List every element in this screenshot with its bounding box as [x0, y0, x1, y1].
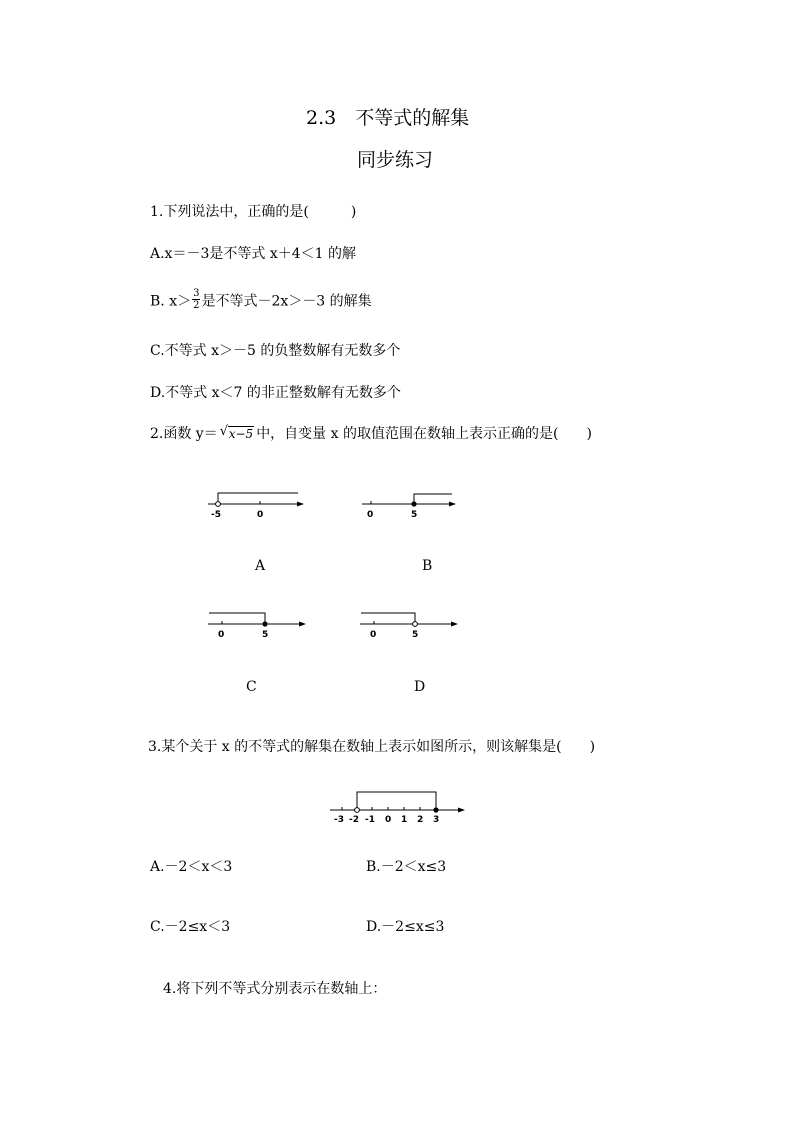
square-root	[220, 425, 254, 443]
number-line-q3	[328, 788, 468, 824]
tick-label: -5	[211, 510, 221, 520]
tick-label: 0	[257, 510, 264, 520]
page-subtitle: 同步练习	[357, 149, 434, 171]
q1-option-b	[150, 290, 372, 313]
radical-sign-icon: √	[219, 424, 229, 439]
q3-option-b: B.－2＜x≤3	[366, 859, 447, 875]
fraction	[192, 288, 200, 311]
tick-label: 0	[385, 815, 392, 825]
q2-stem-suffix: 中，自变量 x 的取值范围在数轴上表示正确的是( )	[256, 426, 592, 442]
tick-label: 5	[411, 510, 418, 520]
page-title: 2.3 不等式的解集	[306, 107, 470, 129]
q3-option-d: D.－2≤x≤3	[366, 919, 445, 935]
q1-option-d: D.不等式 x＜7 的非正整数解有无数多个	[150, 385, 401, 401]
tick-label: 2	[417, 815, 424, 825]
closed-endpoint	[433, 807, 438, 812]
closed-endpoint	[262, 621, 267, 626]
fraction-denominator: 2	[193, 300, 200, 311]
figure-label-d: D	[414, 679, 426, 695]
tick-label: -3	[334, 815, 344, 825]
open-endpoint	[216, 502, 221, 507]
figure-label-b: B	[422, 558, 433, 574]
figure-label-c: C	[246, 679, 257, 695]
solution-bracket	[414, 494, 452, 504]
tick-label: -1	[365, 815, 375, 825]
number-line-b	[360, 490, 460, 520]
q2-stem-prefix: 2.函数 y＝	[150, 426, 218, 442]
axis-arrow-icon	[297, 502, 304, 507]
q1-option-a: A.x＝－3是不等式 x＋4＜1 的解	[150, 246, 356, 262]
open-endpoint	[413, 622, 418, 627]
axis-arrow-icon	[458, 808, 465, 813]
number-line-d	[358, 610, 462, 640]
axis-arrow-icon	[299, 622, 306, 627]
q1-option-b-prefix: B. x＞	[150, 293, 192, 310]
q3-stem: 3.某个关于 x 的不等式的解集在数轴上表示如图所示，则该解集是( )	[148, 739, 596, 755]
solution-bracket	[361, 613, 415, 624]
q1-option-b-suffix: 是不等式－2x＞－3 的解集	[201, 293, 372, 310]
solution-bracket	[218, 493, 298, 501]
tick-label: -2	[349, 815, 359, 825]
q3-option-c: C.－2≤x＜3	[150, 919, 231, 935]
tick-label: 3	[433, 815, 440, 825]
solution-bracket	[209, 613, 265, 624]
figure-label-a: A	[255, 558, 266, 574]
q3-option-a: A.－2＜x＜3	[150, 859, 233, 875]
solution-bracket	[357, 792, 436, 810]
q1-option-c: C.不等式 x＞－5 的负整数解有无数多个	[150, 343, 401, 359]
tick-label: 0	[218, 630, 225, 640]
q2-stem	[150, 425, 592, 443]
axis-arrow-icon	[451, 622, 458, 627]
tick-label: 5	[262, 630, 269, 640]
open-endpoint	[355, 808, 360, 813]
tick-label: 5	[412, 630, 419, 640]
radicand: x−5	[228, 427, 254, 441]
closed-endpoint	[411, 501, 416, 506]
tick-label: 0	[370, 630, 377, 640]
tick-label: 1	[401, 815, 408, 825]
tick-label: 0	[367, 510, 374, 520]
q4-stem: 4.将下列不等式分别表示在数轴上：	[163, 981, 387, 997]
q1-stem: 1.下列说法中，正确的是( )	[150, 204, 357, 220]
number-line-c	[206, 610, 310, 640]
fraction-numerator: 3	[193, 288, 200, 299]
number-line-a	[206, 490, 306, 520]
axis-arrow-icon	[449, 502, 456, 507]
